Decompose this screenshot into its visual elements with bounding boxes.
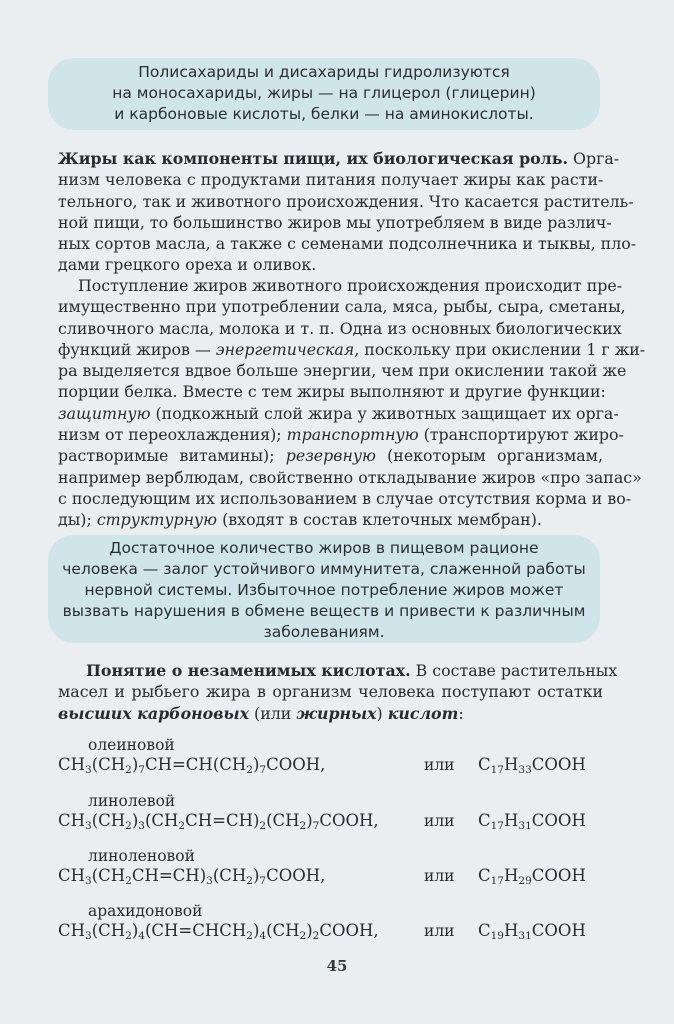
acid-formula: $CH_3(CH_2)_3(CH_2CH=CH)_2(CH_2)_7COOH$, bbox=[58, 811, 379, 832]
acid-short-formula: $C_{19}H_{31}COOH$ bbox=[478, 921, 586, 942]
text-line: сливочного масла, молока и т. п. Одна из основных биологических bbox=[58, 318, 622, 338]
text-line: растворимые витамины); резервную (некоторым организмам, bbox=[58, 446, 603, 466]
acid-name: арахидоновой bbox=[88, 902, 203, 920]
acid-short-formula: $C_{17}H_{29}COOH$ bbox=[478, 866, 586, 887]
callout-line: нервной системы. Избыточное потребление жиров может bbox=[84, 581, 564, 599]
paragraph-fats-intro bbox=[58, 148, 637, 276]
text-line: ды); структурную (входят в состав клеточных мембран). bbox=[58, 510, 542, 530]
text-line: защитную (подкожный слой жира у животных защищает их орга- bbox=[58, 403, 619, 423]
text-line: ных сортов масла, а также с семенами подсолнечника и тыквы, пло- bbox=[58, 234, 637, 254]
term-protective: защитную bbox=[58, 403, 151, 423]
acid-formula: $CH_3(CH_2)_7CH=CH(CH_2)_7COOH$, bbox=[58, 755, 326, 776]
text-line: ной пищи, то большинство жиров мы употребляем в виде различ- bbox=[58, 212, 612, 232]
section-heading-acids: Понятие о незаменимых кислотах. bbox=[86, 661, 411, 680]
callout-line: Достаточное количество жиров в пищевом рационе bbox=[109, 539, 539, 557]
text-line: Поступление жиров животного происхождения происходит пре- bbox=[78, 276, 623, 295]
term-reserve: резервную bbox=[285, 446, 376, 466]
acid-formula: $CH_3(CH_2)_4(CH=CHCH_2)_4(CH_2)_2COOH$, bbox=[58, 921, 379, 942]
acid-short-formula: $C_{17}H_{31}COOH$ bbox=[478, 811, 586, 832]
term-energy: энергетическая bbox=[215, 339, 355, 359]
callout-fat-intake bbox=[48, 535, 600, 643]
text-line: низм от переохлаждения); транспортную (транспортируют жиро- bbox=[58, 425, 624, 445]
acid-name: олеиновой bbox=[88, 736, 175, 754]
or-label: или bbox=[424, 922, 455, 940]
callout-hydrolysis bbox=[48, 58, 600, 130]
callout-line: на моносахариды, жиры — на глицерол (глицерин) bbox=[112, 84, 536, 102]
text-line: имущественно при употреблении сала, мяса, рыбы, сыра, сметаны, bbox=[58, 297, 626, 317]
section-heading-fats: Жиры как компоненты пищи, их биологическая роль. bbox=[58, 149, 569, 168]
paragraph-essential-acids bbox=[58, 660, 618, 724]
text-line: дами грецкого ореха и оливок. bbox=[58, 255, 317, 275]
acid-short-formula: $C_{17}H_{33}COOH$ bbox=[478, 755, 586, 776]
text-line: функций жиров — энергетическая, поскольку при окислении 1 г жи- bbox=[58, 339, 646, 359]
text-line: с последующим их использованием в случае отсутствия корма и во- bbox=[58, 488, 632, 508]
acid-formula: $CH_3(CH_2CH=CH)_3(CH_2)_7COOH$, bbox=[58, 866, 326, 887]
text-line: например верблюдам, свойственно откладывание жиров «про запас» bbox=[58, 467, 642, 487]
text-line: низм человека с продуктами питания получает жиры как расти- bbox=[58, 170, 604, 190]
or-label: или bbox=[424, 756, 455, 774]
text-line: масел и рыбьего жира в организм человека поступают остатки bbox=[58, 682, 603, 702]
acid-name: линоленовой bbox=[88, 847, 195, 865]
term-structural: структурную bbox=[96, 510, 218, 530]
text-line: Жиры как компоненты пищи, их биологическая роль. Орга- bbox=[58, 149, 620, 168]
callout-line: и карбоновые кислоты, белки — на аминокислоты. bbox=[114, 105, 534, 123]
page-number: 45 bbox=[326, 957, 348, 975]
paragraph-fat-functions bbox=[58, 275, 646, 531]
text-line: Понятие о незаменимых кислотах. В составе растительных bbox=[86, 661, 618, 680]
callout-line: человека — залог устойчивого иммунитета, слаженной работы bbox=[62, 560, 586, 578]
acid-name: линолевой bbox=[88, 792, 176, 810]
or-label: или bbox=[424, 812, 455, 830]
text-line: ра выделяется вдвое больше энергии, чем при окислении такой же bbox=[58, 361, 627, 381]
text-line: высших карбоновых (или жирных) кислот: bbox=[58, 703, 464, 723]
callout-line: Полисахариды и дисахариды гидролизуются bbox=[138, 63, 510, 81]
callout-line: заболеваниям. bbox=[263, 623, 385, 641]
text-line: тельного, так и животного происхождения. Что касается раститель- bbox=[58, 191, 634, 211]
callout-line: вызвать нарушения в обмене веществ и привести к различным bbox=[62, 602, 586, 620]
or-label: или bbox=[424, 867, 455, 885]
text-line: порции белка. Вместе с тем жиры выполняют и другие функции: bbox=[58, 382, 606, 402]
term-transport: транспортную bbox=[286, 425, 419, 445]
